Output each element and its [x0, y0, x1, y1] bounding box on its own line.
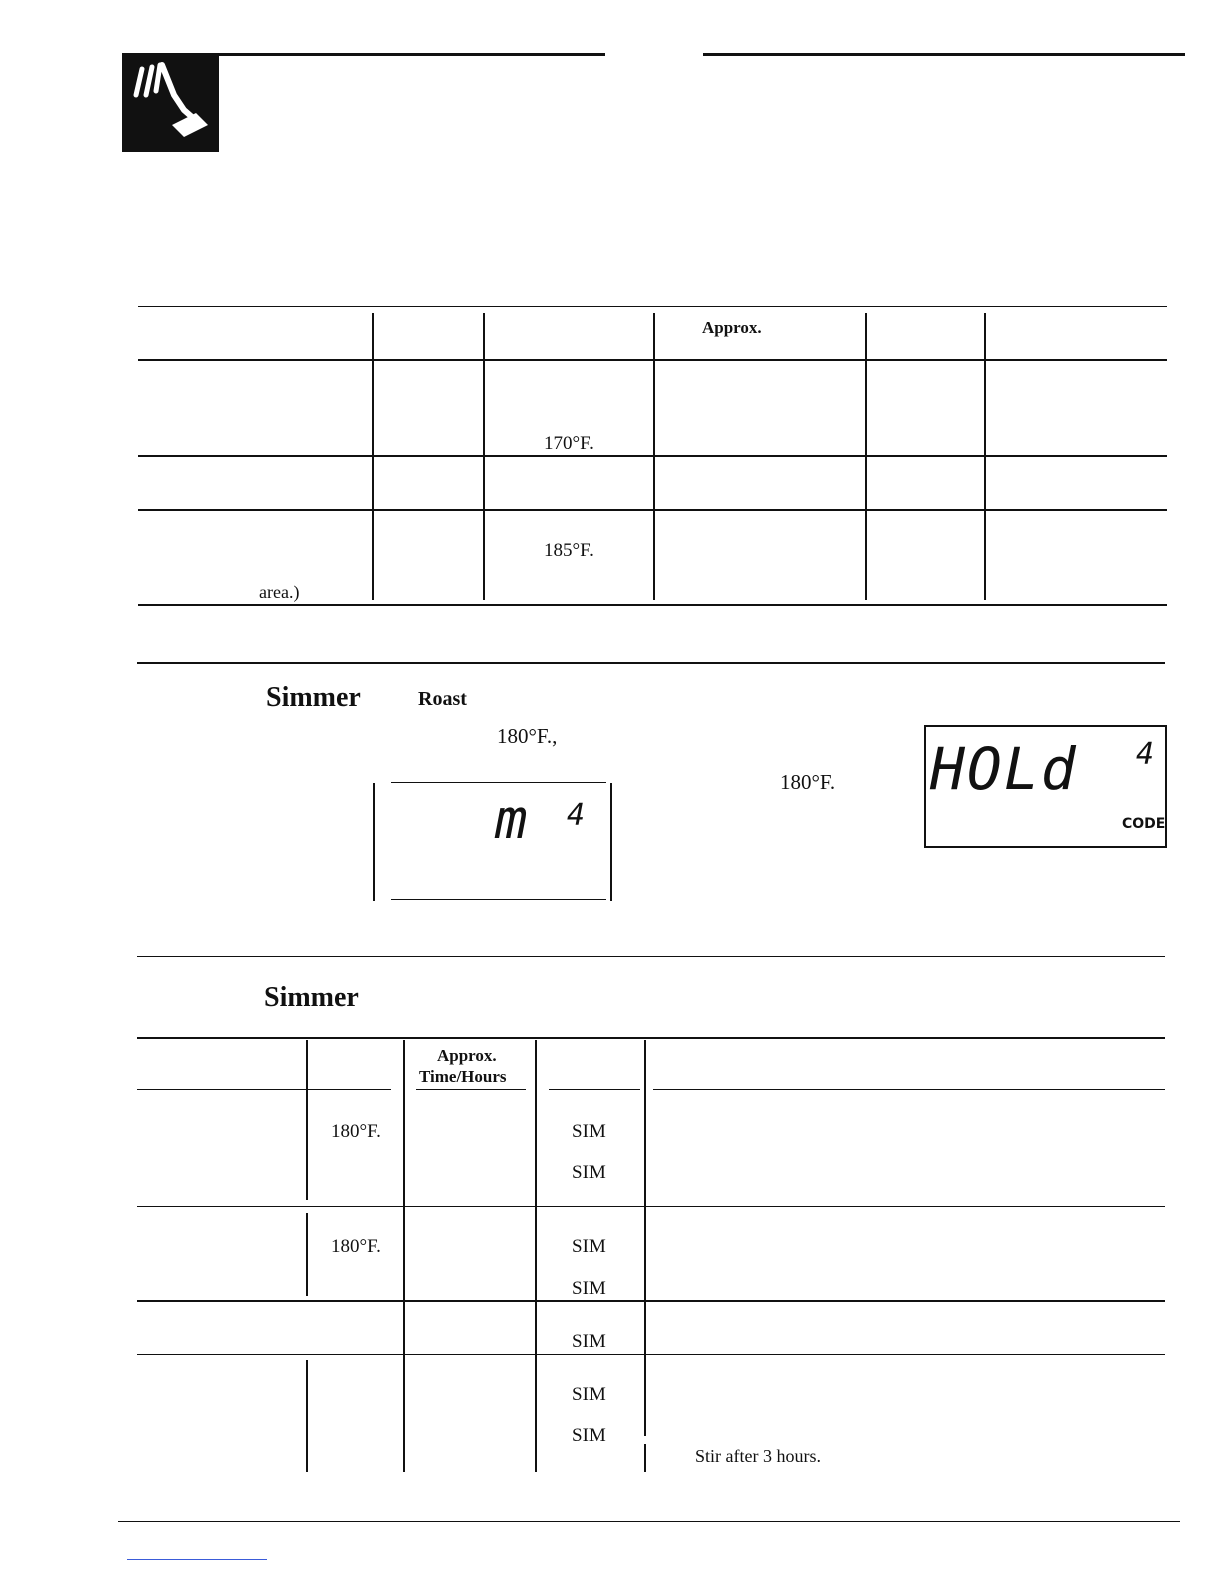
table2-row5-setting: SIM	[572, 1331, 606, 1352]
table2-row2-setting: SIM	[572, 1162, 606, 1183]
table2-row1-setting: SIM	[572, 1121, 606, 1142]
table2-row6-setting: SIM	[572, 1384, 606, 1405]
section3-simmer-heading: Simmer	[264, 982, 359, 1013]
footer-accent	[127, 1559, 267, 1560]
display-small-digit: 4	[567, 798, 586, 833]
table2-row7-setting: SIM	[572, 1425, 606, 1446]
table1-temp-row3: 185°F.	[544, 540, 594, 561]
table2-row3-temp: 180°F.	[331, 1236, 381, 1257]
section2-rule	[137, 662, 1165, 664]
table1-row3-label-tail: area.)	[259, 582, 300, 602]
table2-row4-setting: SIM	[572, 1278, 606, 1299]
table2-header-time: Time/Hours	[419, 1067, 507, 1086]
footer-rule	[118, 1521, 1180, 1522]
display-small-main: m	[495, 788, 528, 851]
section2-simmer-heading: Simmer	[266, 682, 361, 713]
table2-row7-note: Stir after 3 hours.	[695, 1446, 821, 1466]
display-hold	[924, 725, 1167, 848]
section2-roast-label: Roast	[418, 688, 467, 710]
section3-rule	[137, 956, 1165, 957]
display-hold-main: HOLd	[930, 735, 1078, 803]
table1-temp-row1: 170°F.	[544, 433, 594, 454]
display-hold-code-label: CODE	[1122, 816, 1166, 832]
display-hold-digit: 4	[1136, 737, 1155, 772]
section2-temp-a: 180°F.,	[497, 724, 558, 748]
hand-touchpad-icon	[122, 55, 219, 152]
table1-header-approx: Approx.	[702, 318, 762, 337]
table2-header-approx: Approx.	[437, 1046, 497, 1065]
table2-row3-setting: SIM	[572, 1236, 606, 1257]
table2-row1-temp: 180°F.	[331, 1121, 381, 1142]
header-rule-right	[703, 53, 1185, 56]
section2-temp-b: 180°F.	[780, 770, 836, 794]
